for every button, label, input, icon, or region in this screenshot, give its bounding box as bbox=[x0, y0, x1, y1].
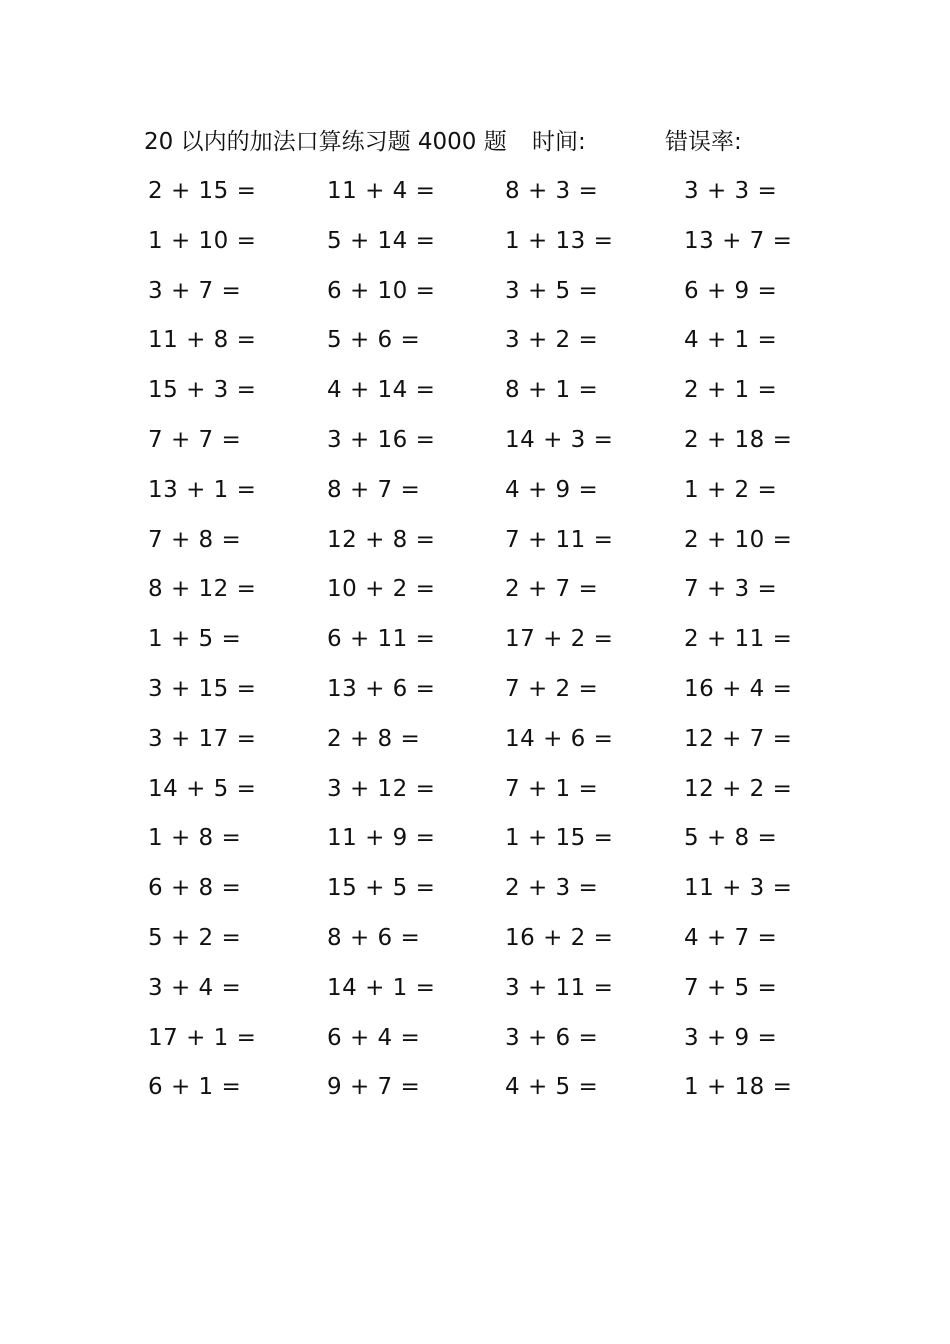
problem-row bbox=[0, 167, 950, 217]
problem-row bbox=[0, 814, 950, 864]
addition-problem: 6 + 8 = bbox=[148, 875, 242, 902]
addition-problem: 5 + 2 = bbox=[148, 924, 242, 951]
problem-row bbox=[0, 1063, 950, 1113]
problem-row bbox=[0, 964, 950, 1014]
addition-problem: 2 + 3 = bbox=[505, 875, 599, 902]
addition-problem: 1 + 2 = bbox=[684, 476, 778, 503]
addition-problem: 8 + 3 = bbox=[505, 178, 599, 204]
addition-problem: 5 + 6 = bbox=[327, 327, 421, 354]
problem-row bbox=[0, 1014, 950, 1064]
addition-problem: 3 + 15 = bbox=[148, 675, 257, 702]
problem-row bbox=[0, 516, 950, 566]
addition-problem: 7 + 3 = bbox=[684, 576, 778, 603]
addition-problem: 7 + 1 = bbox=[505, 775, 599, 802]
problem-row bbox=[0, 267, 950, 317]
addition-problem: 1 + 15 = bbox=[505, 825, 614, 852]
addition-problem: 15 + 5 = bbox=[327, 875, 436, 902]
addition-problem: 11 + 8 = bbox=[148, 327, 257, 354]
time-label: 时间: bbox=[532, 129, 586, 155]
addition-problem: 7 + 2 = bbox=[505, 675, 599, 702]
addition-problem: 3 + 6 = bbox=[505, 1024, 599, 1051]
addition-problem: 2 + 8 = bbox=[327, 725, 421, 752]
addition-problem: 3 + 12 = bbox=[327, 775, 436, 802]
addition-problem: 17 + 2 = bbox=[505, 626, 614, 653]
problem-grid bbox=[0, 167, 950, 1113]
problem-row bbox=[0, 366, 950, 416]
addition-problem: 1 + 13 = bbox=[505, 227, 614, 254]
problem-row bbox=[0, 914, 950, 964]
problem-row bbox=[0, 416, 950, 466]
addition-problem: 1 + 8 = bbox=[148, 825, 242, 852]
addition-problem: 14 + 5 = bbox=[148, 775, 257, 802]
addition-problem: 12 + 8 = bbox=[327, 526, 436, 553]
addition-problem: 6 + 1 = bbox=[148, 1074, 242, 1101]
error-rate-label: 错误率: bbox=[665, 129, 742, 155]
addition-problem: 3 + 7 = bbox=[148, 277, 242, 304]
addition-problem: 6 + 10 = bbox=[327, 277, 436, 304]
addition-problem: 2 + 1 = bbox=[684, 377, 778, 404]
addition-problem: 5 + 8 = bbox=[684, 825, 778, 852]
addition-problem: 13 + 1 = bbox=[148, 476, 257, 503]
problem-row bbox=[0, 765, 950, 815]
addition-problem: 14 + 1 = bbox=[327, 974, 436, 1001]
addition-problem: 2 + 10 = bbox=[684, 526, 793, 553]
addition-problem: 1 + 18 = bbox=[684, 1074, 793, 1101]
addition-problem: 14 + 6 = bbox=[505, 725, 614, 752]
addition-problem: 8 + 1 = bbox=[505, 377, 599, 404]
problem-row bbox=[0, 466, 950, 516]
addition-problem: 14 + 3 = bbox=[505, 426, 614, 453]
addition-problem: 7 + 11 = bbox=[505, 526, 614, 553]
addition-problem: 2 + 7 = bbox=[505, 576, 599, 603]
addition-problem: 7 + 5 = bbox=[684, 974, 778, 1001]
addition-problem: 2 + 11 = bbox=[684, 626, 793, 653]
addition-problem: 1 + 10 = bbox=[148, 227, 257, 254]
problem-row bbox=[0, 615, 950, 665]
addition-problem: 8 + 7 = bbox=[327, 476, 421, 503]
problem-row bbox=[0, 864, 950, 914]
addition-problem: 3 + 4 = bbox=[148, 974, 242, 1001]
problem-row bbox=[0, 316, 950, 366]
addition-problem: 8 + 6 = bbox=[327, 924, 421, 951]
problem-row bbox=[0, 715, 950, 765]
worksheet-header bbox=[0, 124, 950, 160]
addition-problem: 13 + 7 = bbox=[684, 227, 793, 254]
problem-row bbox=[0, 217, 950, 267]
addition-problem: 16 + 2 = bbox=[505, 924, 614, 951]
addition-problem: 7 + 8 = bbox=[148, 526, 242, 553]
addition-problem: 8 + 12 = bbox=[148, 576, 257, 603]
addition-problem: 11 + 3 = bbox=[684, 875, 793, 902]
addition-problem: 16 + 4 = bbox=[684, 675, 793, 702]
addition-problem: 11 + 9 = bbox=[327, 825, 436, 852]
addition-problem: 12 + 2 = bbox=[684, 775, 793, 802]
addition-problem: 3 + 11 = bbox=[505, 974, 614, 1001]
addition-problem: 2 + 18 = bbox=[684, 426, 793, 453]
addition-problem: 17 + 1 = bbox=[148, 1024, 257, 1051]
addition-problem: 3 + 3 = bbox=[684, 178, 778, 204]
addition-problem: 9 + 7 = bbox=[327, 1074, 421, 1101]
addition-problem: 4 + 14 = bbox=[327, 377, 436, 404]
problem-row bbox=[0, 665, 950, 715]
addition-problem: 4 + 9 = bbox=[505, 476, 599, 503]
addition-problem: 3 + 9 = bbox=[684, 1024, 778, 1051]
addition-problem: 4 + 1 = bbox=[684, 327, 778, 354]
addition-problem: 2 + 15 = bbox=[148, 178, 257, 204]
addition-problem: 1 + 5 = bbox=[148, 626, 242, 653]
addition-problem: 4 + 7 = bbox=[684, 924, 778, 951]
addition-problem: 6 + 9 = bbox=[684, 277, 778, 304]
addition-problem: 3 + 2 = bbox=[505, 327, 599, 354]
addition-problem: 3 + 16 = bbox=[327, 426, 436, 453]
worksheet-title: 20 以内的加法口算练习题 4000 题 bbox=[144, 129, 507, 155]
addition-problem: 15 + 3 = bbox=[148, 377, 257, 404]
addition-problem: 13 + 6 = bbox=[327, 675, 436, 702]
addition-problem: 3 + 17 = bbox=[148, 725, 257, 752]
addition-problem: 7 + 7 = bbox=[148, 426, 242, 453]
addition-problem: 3 + 5 = bbox=[505, 277, 599, 304]
addition-problem: 11 + 4 = bbox=[327, 178, 436, 204]
addition-problem: 12 + 7 = bbox=[684, 725, 793, 752]
addition-problem: 6 + 4 = bbox=[327, 1024, 421, 1051]
addition-problem: 4 + 5 = bbox=[505, 1074, 599, 1101]
problem-row bbox=[0, 565, 950, 615]
addition-problem: 5 + 14 = bbox=[327, 227, 436, 254]
addition-problem: 10 + 2 = bbox=[327, 576, 436, 603]
addition-problem: 6 + 11 = bbox=[327, 626, 436, 653]
